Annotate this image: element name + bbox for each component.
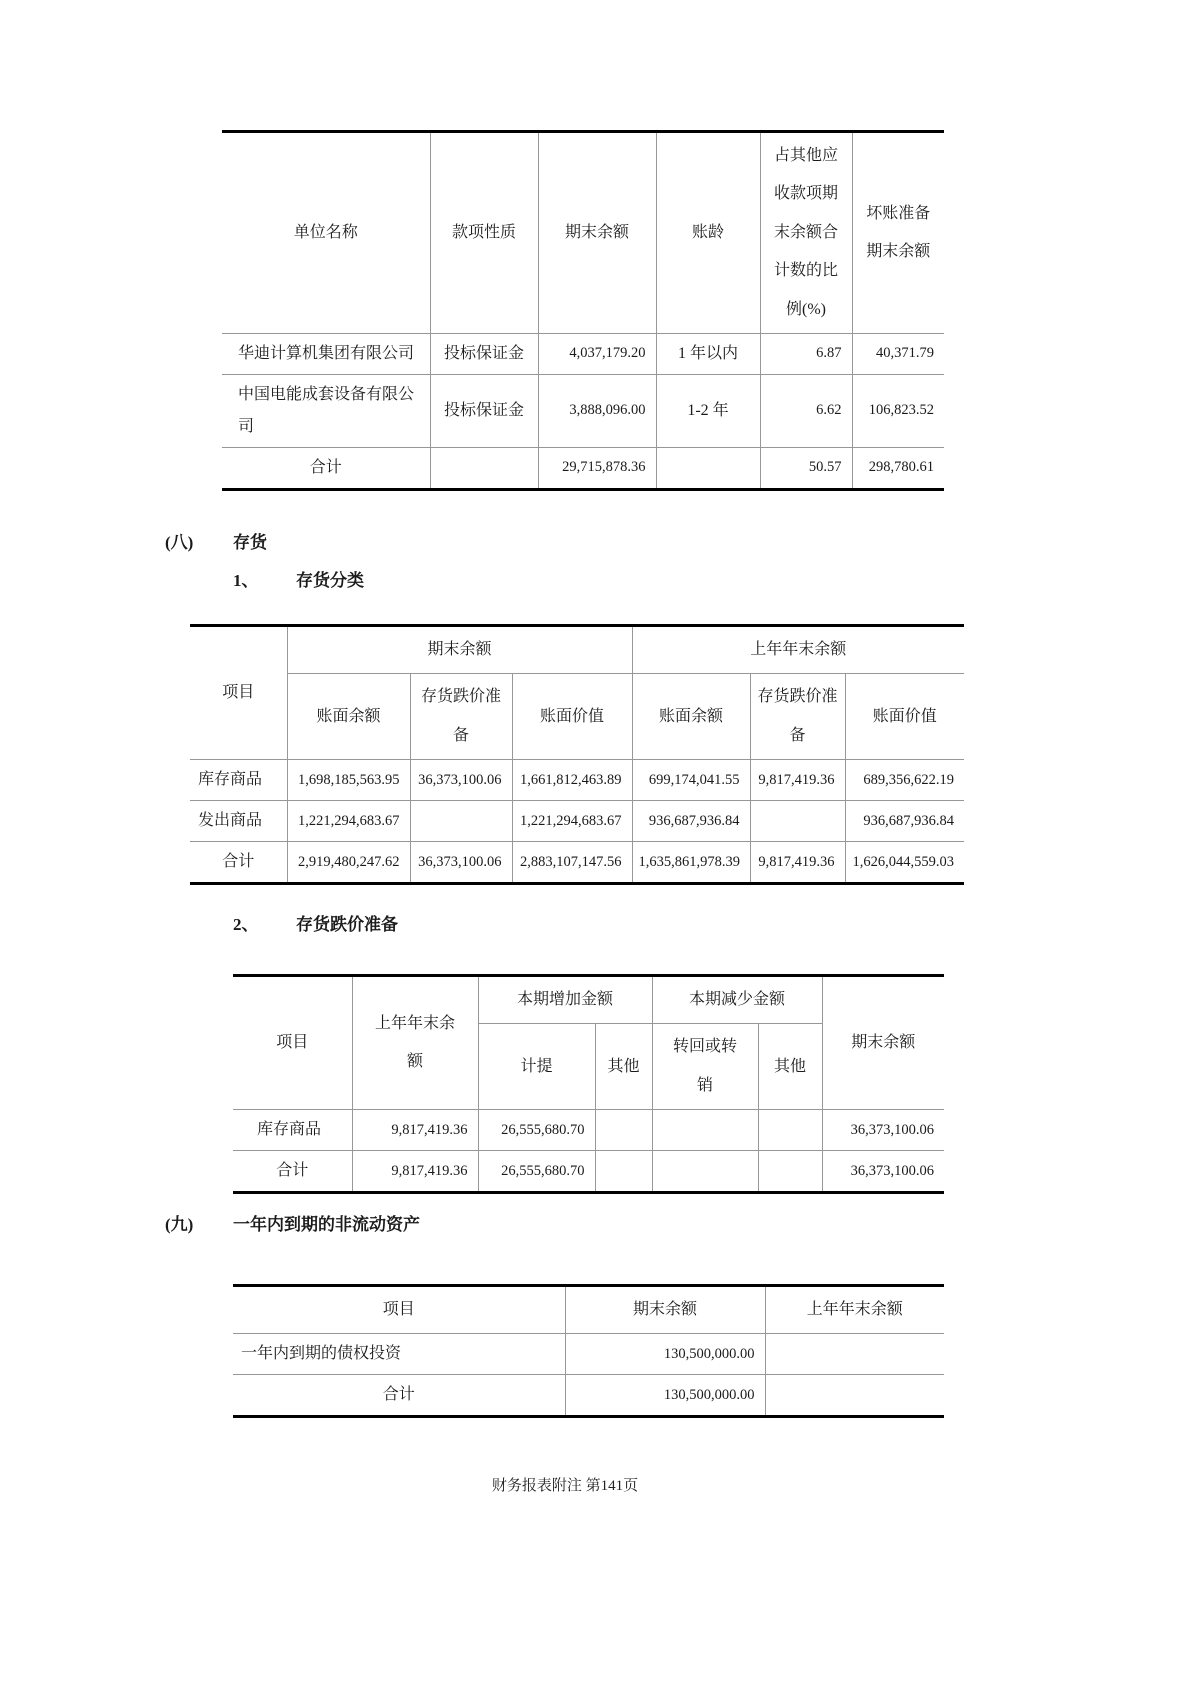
total-row [233, 1375, 944, 1417]
item-cell: 库存商品 [190, 760, 287, 801]
subsection-1-heading [233, 566, 364, 591]
table-header-row [222, 132, 944, 334]
section-8-heading [165, 528, 267, 553]
book-balance-header: 账面余额 [287, 674, 410, 760]
total-row [233, 1151, 944, 1193]
total-label: 合计 [233, 1151, 352, 1193]
noncurrent-assets-table [233, 1284, 944, 1418]
empty-cell [652, 1151, 758, 1193]
bad-debt-cell: 298,780.61 [852, 447, 944, 489]
total-row [190, 842, 964, 884]
item-header: 项目 [190, 626, 287, 760]
unit-name-cell: 华迪计算机集团有限公司 [222, 333, 430, 374]
amount-cell: 1,626,044,559.03 [845, 842, 964, 884]
amount-cell: 699,174,041.55 [632, 760, 750, 801]
amount-cell: 3,888,096.00 [538, 374, 656, 447]
aging-cell: 1 年以内 [656, 333, 760, 374]
amount-cell: 936,687,936.84 [632, 801, 750, 842]
section-9-heading [165, 1210, 420, 1235]
opening-balance-header: 上年年末余额 [765, 1286, 944, 1334]
amount-cell: 36,373,100.06 [410, 760, 512, 801]
other-header: 其他 [595, 1024, 652, 1110]
section-title: 存货 [233, 533, 267, 552]
subsection-title: 存货跌价准备 [296, 915, 398, 934]
ratio-cell: 50.57 [760, 447, 852, 489]
amount-cell: 9,817,419.36 [352, 1151, 478, 1193]
reversal-header: 转回或转销 [652, 1024, 758, 1110]
provision-header: 存货跌价准备 [750, 674, 845, 760]
amount-cell: 1,661,812,463.89 [512, 760, 632, 801]
ratio-cell: 6.87 [760, 333, 852, 374]
other-receivables-table [222, 130, 944, 491]
empty-cell [410, 801, 512, 842]
book-value-header: 账面价值 [845, 674, 964, 760]
empty-cell [750, 801, 845, 842]
total-row [222, 447, 944, 489]
unit-name-header: 单位名称 [222, 132, 430, 334]
closing-balance-header: 期末余额 [538, 132, 656, 334]
table-row [222, 333, 944, 374]
item-cell: 发出商品 [190, 801, 287, 842]
amount-cell: 1,698,185,563.95 [287, 760, 410, 801]
payment-nature-cell: 投标保证金 [430, 333, 538, 374]
item-cell: 一年内到期的债权投资 [233, 1334, 565, 1375]
subsection-title: 存货分类 [296, 571, 364, 590]
empty-cell [765, 1375, 944, 1417]
table-header-row [233, 1286, 944, 1334]
closing-group-header: 期末余额 [287, 626, 632, 674]
amount-cell: 2,919,480,247.62 [287, 842, 410, 884]
item-header: 项目 [233, 976, 352, 1110]
amount-cell: 689,356,622.19 [845, 760, 964, 801]
amount-cell: 1,221,294,683.67 [512, 801, 632, 842]
amount-cell: 130,500,000.00 [565, 1375, 765, 1417]
subsection-number: 1、 [233, 571, 259, 590]
other-header: 其他 [758, 1024, 822, 1110]
amount-cell: 9,817,419.36 [750, 842, 845, 884]
book-balance-header: 账面余额 [632, 674, 750, 760]
amount-cell: 130,500,000.00 [565, 1334, 765, 1375]
amount-cell: 2,883,107,147.56 [512, 842, 632, 884]
table-row [233, 1110, 944, 1151]
empty-cell [656, 447, 760, 489]
amount-cell: 1,221,294,683.67 [287, 801, 410, 842]
payment-nature-header: 款项性质 [430, 132, 538, 334]
amount-cell: 36,373,100.06 [822, 1151, 944, 1193]
inventory-provision-table [233, 974, 944, 1194]
table-row [233, 1334, 944, 1375]
provision-header: 存货跌价准备 [410, 674, 512, 760]
amount-cell: 36,373,100.06 [410, 842, 512, 884]
bad-debt-header: 坏账准备期末余额 [852, 132, 944, 334]
amount-cell: 26,555,680.70 [478, 1151, 595, 1193]
total-label: 合计 [233, 1375, 565, 1417]
increase-group-header: 本期增加金额 [478, 976, 652, 1024]
opening-balance-header: 上年年末余额 [352, 976, 478, 1110]
item-header: 项目 [233, 1286, 565, 1334]
subsection-number: 2、 [233, 915, 259, 934]
amount-cell: 26,555,680.70 [478, 1110, 595, 1151]
table-row [222, 374, 944, 447]
ratio-header: 占其他应收款项期末余额合计数的比例(%) [760, 132, 852, 334]
item-cell: 库存商品 [233, 1110, 352, 1151]
bad-debt-cell: 106,823.52 [852, 374, 944, 447]
closing-balance-header: 期末余额 [822, 976, 944, 1110]
total-label: 合计 [190, 842, 287, 884]
amount-cell: 4,037,179.20 [538, 333, 656, 374]
opening-group-header: 上年年末余额 [632, 626, 964, 674]
accrual-header: 计提 [478, 1024, 595, 1110]
empty-cell [652, 1110, 758, 1151]
book-value-header: 账面价值 [512, 674, 632, 760]
section-number: (八) [165, 533, 194, 552]
amount-cell: 29,715,878.36 [538, 447, 656, 489]
amount-cell: 1,635,861,978.39 [632, 842, 750, 884]
table-row [190, 801, 964, 842]
empty-cell [595, 1110, 652, 1151]
empty-cell [758, 1110, 822, 1151]
amount-cell: 936,687,936.84 [845, 801, 964, 842]
ratio-cell: 6.62 [760, 374, 852, 447]
sub-header-row [190, 674, 964, 760]
group-header-row [190, 626, 964, 674]
group-header-row [233, 976, 944, 1024]
empty-cell [758, 1151, 822, 1193]
section-title: 一年内到期的非流动资产 [233, 1215, 420, 1234]
empty-cell [430, 447, 538, 489]
unit-name-cell: 中国电能成套设备有限公司 [222, 374, 430, 447]
page-footer: 财务报表附注 第141页 [491, 1478, 639, 1494]
amount-cell: 9,817,419.36 [352, 1110, 478, 1151]
section-number: (九) [165, 1215, 194, 1234]
table-row [190, 760, 964, 801]
decrease-group-header: 本期减少金额 [652, 976, 822, 1024]
inventory-classification-table [190, 624, 964, 885]
closing-balance-header: 期末余额 [565, 1286, 765, 1334]
total-label: 合计 [222, 447, 430, 489]
aging-header: 账龄 [656, 132, 760, 334]
amount-cell: 9,817,419.36 [750, 760, 845, 801]
subsection-2-heading [233, 910, 398, 935]
aging-cell: 1-2 年 [656, 374, 760, 447]
empty-cell [595, 1151, 652, 1193]
bad-debt-cell: 40,371.79 [852, 333, 944, 374]
amount-cell: 36,373,100.06 [822, 1110, 944, 1151]
empty-cell [765, 1334, 944, 1375]
payment-nature-cell: 投标保证金 [430, 374, 538, 447]
